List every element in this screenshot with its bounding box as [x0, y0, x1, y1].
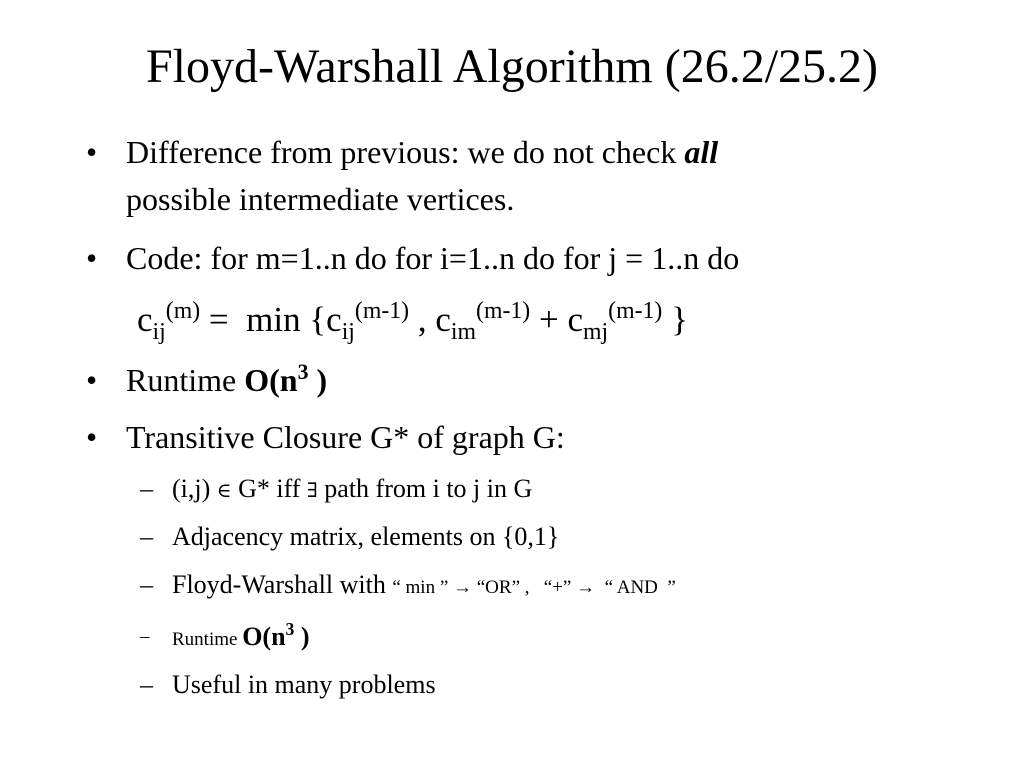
subbullet-marker: – — [140, 670, 153, 699]
emphasis-all: all — [684, 134, 719, 170]
runtime-complexity: $O(n^3$ ) — [244, 360, 328, 398]
slide: Floyd-Warshall Algorithm (26.2/25.2) • Difference from previous: we do not check all possible intermediate vertices. • Code: for m=1..n do for i=1..n do for j = 1..n do $c_{ij}^{(m)} = \min \{c_{ij}^{(m-1)}$ , $c_{im}^{(m-1)} + c_{mj}^{(m-1)}$ } • Runtime $O(n^3$ ) • Transitive Closure G* of graph G: – (i,j) ∈ G* iff ∃ path from i to j in G – Adjacency matrix, elements on {0,1} – Floyd-Warshall with “ min ” → “OR” , “+” → “ AND ” – Runtime $O(n^3$ ) – Useful in many problems — [0, 0, 1024, 768]
bullet-text: Runtime — [126, 362, 245, 398]
bullet-text: Difference from previous: we do not check — [126, 134, 685, 170]
bullet-text: Code: for m=1..n do for i=1..n do for j = 1..n do — [126, 240, 740, 276]
bullet-marker: • — [86, 419, 98, 455]
subbullet-marker: – — [140, 522, 153, 551]
bullet-text: Transitive Closure G* of graph G: — [126, 419, 565, 455]
subbullet-text: Useful in many problems — [172, 670, 436, 699]
recurrence-formula: $c_{ij}^{(m)} = \min \{c_{ij}^{(m-1)}$ , $c_{im}^{(m-1)} + c_{mj}^{(m-1)}$ } — [137, 297, 688, 345]
bullet-marker: • — [86, 240, 98, 276]
slide-title: Floyd-Warshall Algorithm (26.2/25.2) — [145, 40, 879, 93]
subbullet-marker: – — [140, 570, 153, 599]
subbullet-marker: – — [140, 626, 150, 647]
bullet-marker: • — [86, 362, 98, 398]
operator-mapping: “ min ” → “OR” , “+” → “ AND ” — [392, 577, 676, 598]
subbullet-text: Adjacency matrix, elements on {0,1} — [172, 522, 560, 551]
bullet-marker: • — [86, 134, 98, 170]
runtime-complexity: $O(n^3$ ) — [242, 619, 310, 651]
element-of-symbol: ∈ — [216, 478, 232, 502]
subbullet-marker: – — [140, 474, 153, 503]
exists-symbol: ∃ — [306, 478, 318, 502]
bullet-text-continuation: possible intermediate vertices. — [126, 181, 515, 217]
